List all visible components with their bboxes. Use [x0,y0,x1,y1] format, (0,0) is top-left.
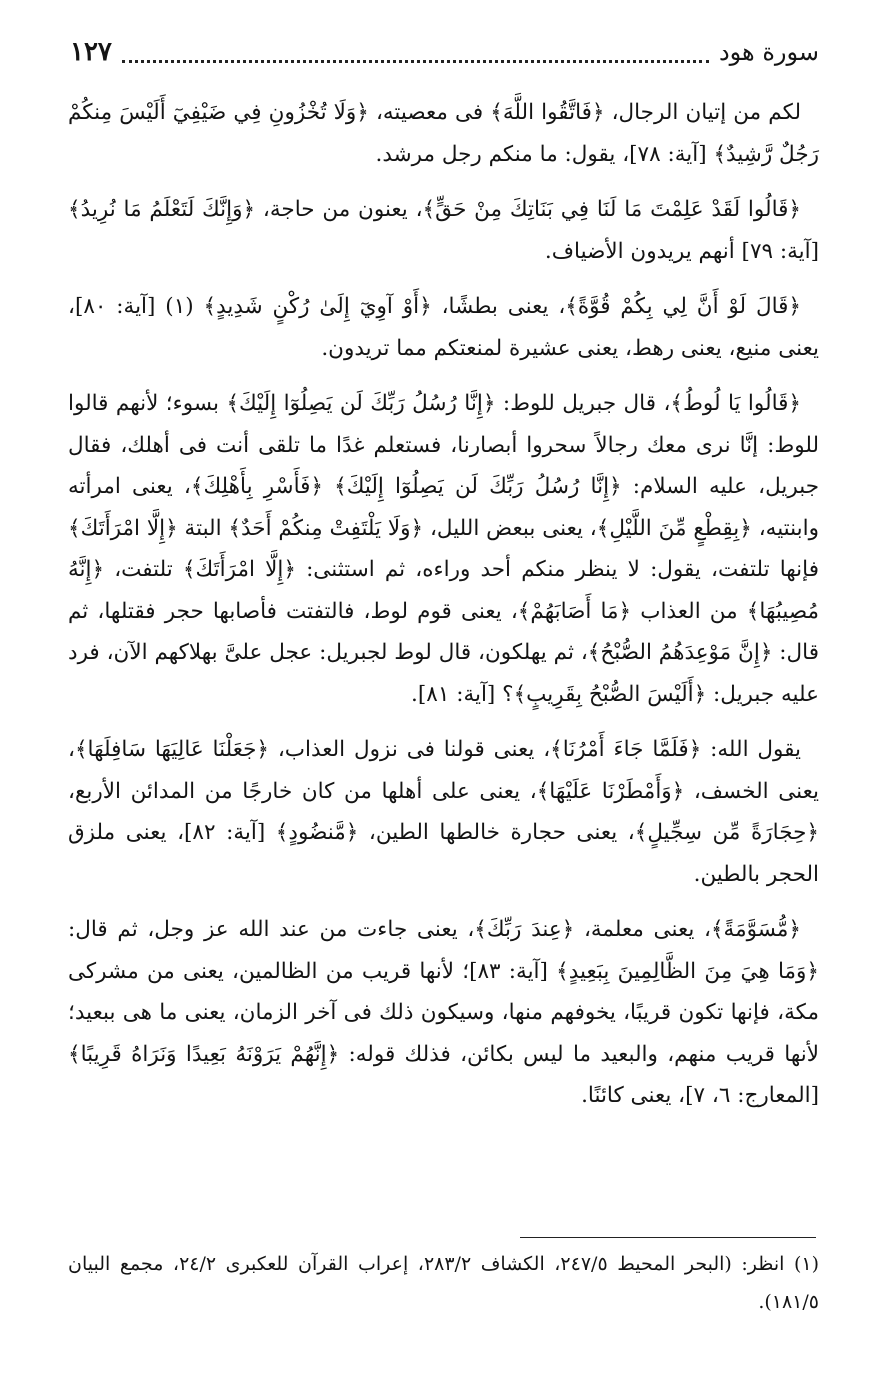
paragraph-ayah-82: يقول الله: ﴿فَلَمَّا جَاءَ أَمْرُنَا﴾، يعنى قولنا فى نزول العذاب، ﴿جَعَلْنَا عَالِيَهَا سَافِلَهَا﴾، يعنى الخسف، ﴿وَأَمْطَرْنَا عَلَيْهَا﴾، يعنى على أهلها من كان خارجًا من المدائن الأربع، ﴿حِجَارَةً مِّن سِجِّيلٍ﴾، يعنى حجارة خالطها الطين، ﴿مَّنضُودٍ﴾ [آية: ٨٢]، يعنى ملزق الحجر بالطين. [68,737,819,887]
surah-title: سورة هود [718,38,819,66]
paragraph-ayah-79: ﴿قَالُوا لَقَدْ عَلِمْتَ مَا لَنَا فِي بَنَاتِكَ مِنْ حَقٍّ﴾، يعنون من حاجة، ﴿وَإِنَّكَ لَتَعْلَمُ مَا نُرِيدُ﴾ [آية: ٧٩] أنهم يريدون الأضياف. [68,197,819,264]
footnote: (١) انظر: (البحر المحيط ٢٤٧/٥، الكشاف ٢٨٣/٢، إعراب القرآن للعكبرى ٢٤/٢، مجمع البيان ١٨١/٥). [68,1253,820,1313]
header-dot-leader [122,50,709,63]
paragraph-ayah-81: ﴿قَالُوا يَا لُوطُ﴾، قال جبريل للوط: ﴿إِنَّا رُسُلُ رَبِّكَ لَن يَصِلُوٓا إِلَيْكَ﴾ بسوء؛ لأنهم قالوا للوط: إنَّا نرى معك رجالاً سحروا أبصارنا، فستعلم غدًا ما تلقى أنت فى أهلك، فقال جبريل، عليه السلام: ﴿إِنَّا رُسُلُ رَبِّكَ لَن يَصِلُوٓا إِلَيْكَ﴾ ﴿فَأَسْرِ بِأَهْلِكَ﴾، يعنى امرأته وابنتيه، ﴿بِقِطْعٍ مِّنَ اللَّيْلِ﴾، يعنى ببعض الليل، ﴿وَلَا يَلْتَفِتْ مِنكُمْ أَحَدٌ﴾ البتة ﴿إِلَّا امْرَأَتَكَ﴾ فإنها تلتفت، يقول: لا ينظر منكم أحد وراءه، ثم استثنى: ﴿إِلَّا امْرَأَتَكَ﴾ تلتفت، ﴿إِنَّهُ مُصِيبُهَا﴾ من العذاب ﴿مَا أَصَابَهُمْ﴾، يعنى قوم لوط، فالتفتت فأصابها حجر فقتلها، ثم قال: ﴿إِنَّ مَوْعِدَهُمُ الصُّبْحُ﴾، ثم يهلكون، قال لوط لجبريل: عجل علىَّ بهلاكهم الآن، فرد عليه جبريل: ﴿أَلَيْسَ الصُّبْحُ بِقَرِيبٍ﴾؟ [آية: ٨١]. [68,391,819,707]
paragraph-ayah-78: لكم من إتيان الرجال، ﴿فَاتَّقُوا اللَّهَ﴾ فى معصيته، ﴿وَلَا تُخْزُونِ فِي ضَيْفِيٓ أَلَيْسَ مِنكُمْ رَجُلٌ رَّشِيدٌ﴾ [آية: ٧٨]، يقول: ما منكم رجل مرشد. [68,100,819,167]
footnote-divider [520,1237,816,1238]
paragraph-ayah-80: ﴿قَالَ لَوْ أَنَّ لِي بِكُمْ قُوَّةً﴾، يعنى بطشًا، ﴿أَوْ آوِيٓ إِلَىٰ رُكْنٍ شَدِيدٍ﴾ (١) [آية: ٨٠]، يعنى منيع، يعنى رهط، يعنى عشيرة لمنعتكم مما تريدون. [68,294,819,361]
page-header [70,30,819,74]
page-number: ١٢٧ [70,37,112,67]
paragraph-ayah-83: ﴿مُّسَوَّمَةً﴾، يعنى معلمة، ﴿عِندَ رَبِّكَ﴾، يعنى جاءت من عند الله عز وجل، ثم قال: ﴿وَمَا هِيَ مِنَ الظَّالِمِينَ بِبَعِيدٍ﴾ [آية: ٨٣]؛ لأنها قريب من الظالمين، يعنى من مشركى مكة، فإنها تكون قريبًا، يخوفهم منها، وسيكون ذلك فى آخر الزمان، يعنى ما هى ببعيد؛ لأنها قريب منهم، والبعيد ما ليس بكائن، فذلك قوله: ﴿إِنَّهُمْ يَرَوْنَهُ بَعِيدًا وَنَرَاهُ قَرِيبًا﴾ [المعارج: ٦، ٧]، يعنى كائنًا. [68,917,819,1108]
body-text [68,92,819,1131]
